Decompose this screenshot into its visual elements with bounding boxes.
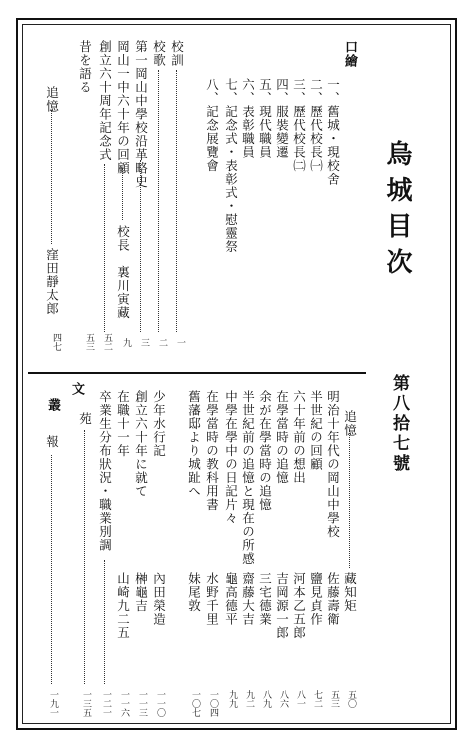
page-number: 五〇	[346, 690, 356, 708]
tsuioku-title: 明治十年代の岡山中學校	[325, 390, 341, 539]
tsuioku-title: 六十年前の想出	[291, 390, 307, 485]
tsuioku-author: 吉岡源一郎	[274, 572, 290, 640]
tsuioku-title: 苑	[77, 412, 93, 426]
leader-line	[122, 168, 123, 220]
leader-line	[51, 110, 52, 244]
tsuioku-author: 鹽見貞作	[308, 572, 324, 626]
leader-line	[158, 70, 159, 332]
tsuioku-author: 山崎九二五	[115, 572, 131, 640]
kuchie-item-5: 五、現代職員	[257, 78, 273, 159]
tsuioku-author: 齋藤大吉	[240, 572, 256, 626]
page-number: 九二	[244, 690, 254, 708]
page-number: 一	[175, 338, 185, 347]
page-number: 九	[121, 338, 131, 347]
tsuioku-author: 河本乙五郎	[291, 572, 307, 640]
section-enso: 叢	[45, 398, 60, 412]
leader-line	[104, 164, 105, 332]
page-number: 一一〇	[155, 690, 165, 717]
kokun-label: 校訓	[169, 40, 185, 67]
tsuioku-author: 內田榮造	[151, 572, 167, 626]
page-number: 五三	[84, 333, 94, 351]
tsuioku-author: 龜高德平	[223, 572, 239, 626]
tsuioku-title: 在學當時の追憶	[274, 390, 290, 485]
kuchie-item-3: 三、歷代校長㈡	[291, 78, 307, 173]
tsuioku-title: 中學在學中の日記片々	[223, 390, 239, 525]
kuchie-item-6: 六、表彰職員	[240, 78, 256, 159]
tsuioku-author: 水野千里	[204, 572, 220, 626]
section-kuchie: 口繪	[342, 40, 357, 68]
leader-line	[84, 430, 85, 684]
page-number: 二	[157, 338, 167, 347]
page-number: 一二一	[101, 690, 111, 717]
tsuioku-title: 余が在學當時の追憶	[257, 390, 273, 512]
page-number: 五二	[102, 333, 112, 351]
page-number: 一〇七	[190, 690, 200, 717]
kuchie-item-2: 二、歷代校長㈠	[308, 78, 324, 173]
issue-number: 第八拾七號	[389, 374, 409, 474]
tsuioku-title: 在學當時の教科用書	[204, 390, 220, 512]
kuchie-item-8: 八、記念展覽會	[204, 78, 220, 173]
history-item: 第一岡山中學校沿革略史	[133, 40, 149, 189]
section-divider	[28, 372, 366, 374]
tsuioku-author: 三宅德業	[257, 572, 273, 626]
leader-line	[140, 160, 141, 332]
leader-line	[51, 455, 52, 684]
tsuioku-title: 半世紀前の追憶と現在の所感	[240, 390, 256, 566]
tsuioku-title: 報	[44, 435, 60, 449]
page-number: 一九一	[48, 690, 58, 717]
tsuioku-author: 佐藤壽衛	[325, 572, 341, 626]
tsuioku-title: 創立六十年に就て	[133, 390, 149, 498]
kuchie-item-1: 一、舊城・現校舍	[325, 78, 341, 186]
tsuioku-title: 少年水行記	[151, 390, 167, 458]
tsuioku-author: 榊龜吉	[133, 572, 149, 613]
kuchie-item-4: 四、服裝變遷	[274, 78, 290, 159]
tsuioku-author: 窪田靜太郎	[44, 248, 60, 316]
document-title: 烏城目次	[382, 140, 412, 284]
koka-label: 校歌	[151, 40, 167, 67]
retrospect-author: 校長 裏川寅藏	[115, 225, 131, 320]
tsuioku-item: 追憶	[44, 86, 60, 113]
page-number: 五三	[329, 690, 339, 708]
leader-line	[176, 70, 177, 332]
page-number: 九九	[227, 690, 237, 708]
retrospect-item: 岡山一中六十年の回顧	[115, 40, 131, 175]
tsuioku-author: 妹尾敦	[186, 572, 202, 613]
tsuioku-title: 追憶	[342, 410, 358, 437]
leader-line	[349, 430, 350, 568]
page-number: 八九	[261, 690, 271, 708]
page-number: 一〇四	[208, 690, 218, 717]
page-number: 八一	[295, 690, 305, 708]
section-bun: 文	[69, 382, 84, 396]
page-number: 四七	[51, 333, 61, 351]
tsuioku-title: 舊藩邸より城趾へ	[186, 390, 202, 498]
ceremony-item: 創立六十周年記念式	[97, 40, 113, 162]
page-number: 三	[139, 338, 149, 347]
tsuioku-author: 藏知矩	[342, 572, 358, 613]
kuchie-item-7: 七、記念式・表彰式・慰靈祭	[223, 78, 239, 254]
page-number: 一一三	[137, 690, 147, 717]
tsuioku-title: 在職十一年	[115, 390, 131, 458]
memories-item: 昔を語る	[77, 40, 93, 94]
page-number: 一三五	[81, 690, 91, 717]
tsuioku-title: 半世紀の回顧	[308, 390, 324, 471]
page-number: 七二	[312, 690, 322, 708]
leader-line	[104, 560, 105, 684]
page-number: 八六	[278, 690, 288, 708]
tsuioku-title: 卒業生分布狀況・職業別調	[97, 390, 113, 552]
page-number: 一一六	[119, 690, 129, 717]
